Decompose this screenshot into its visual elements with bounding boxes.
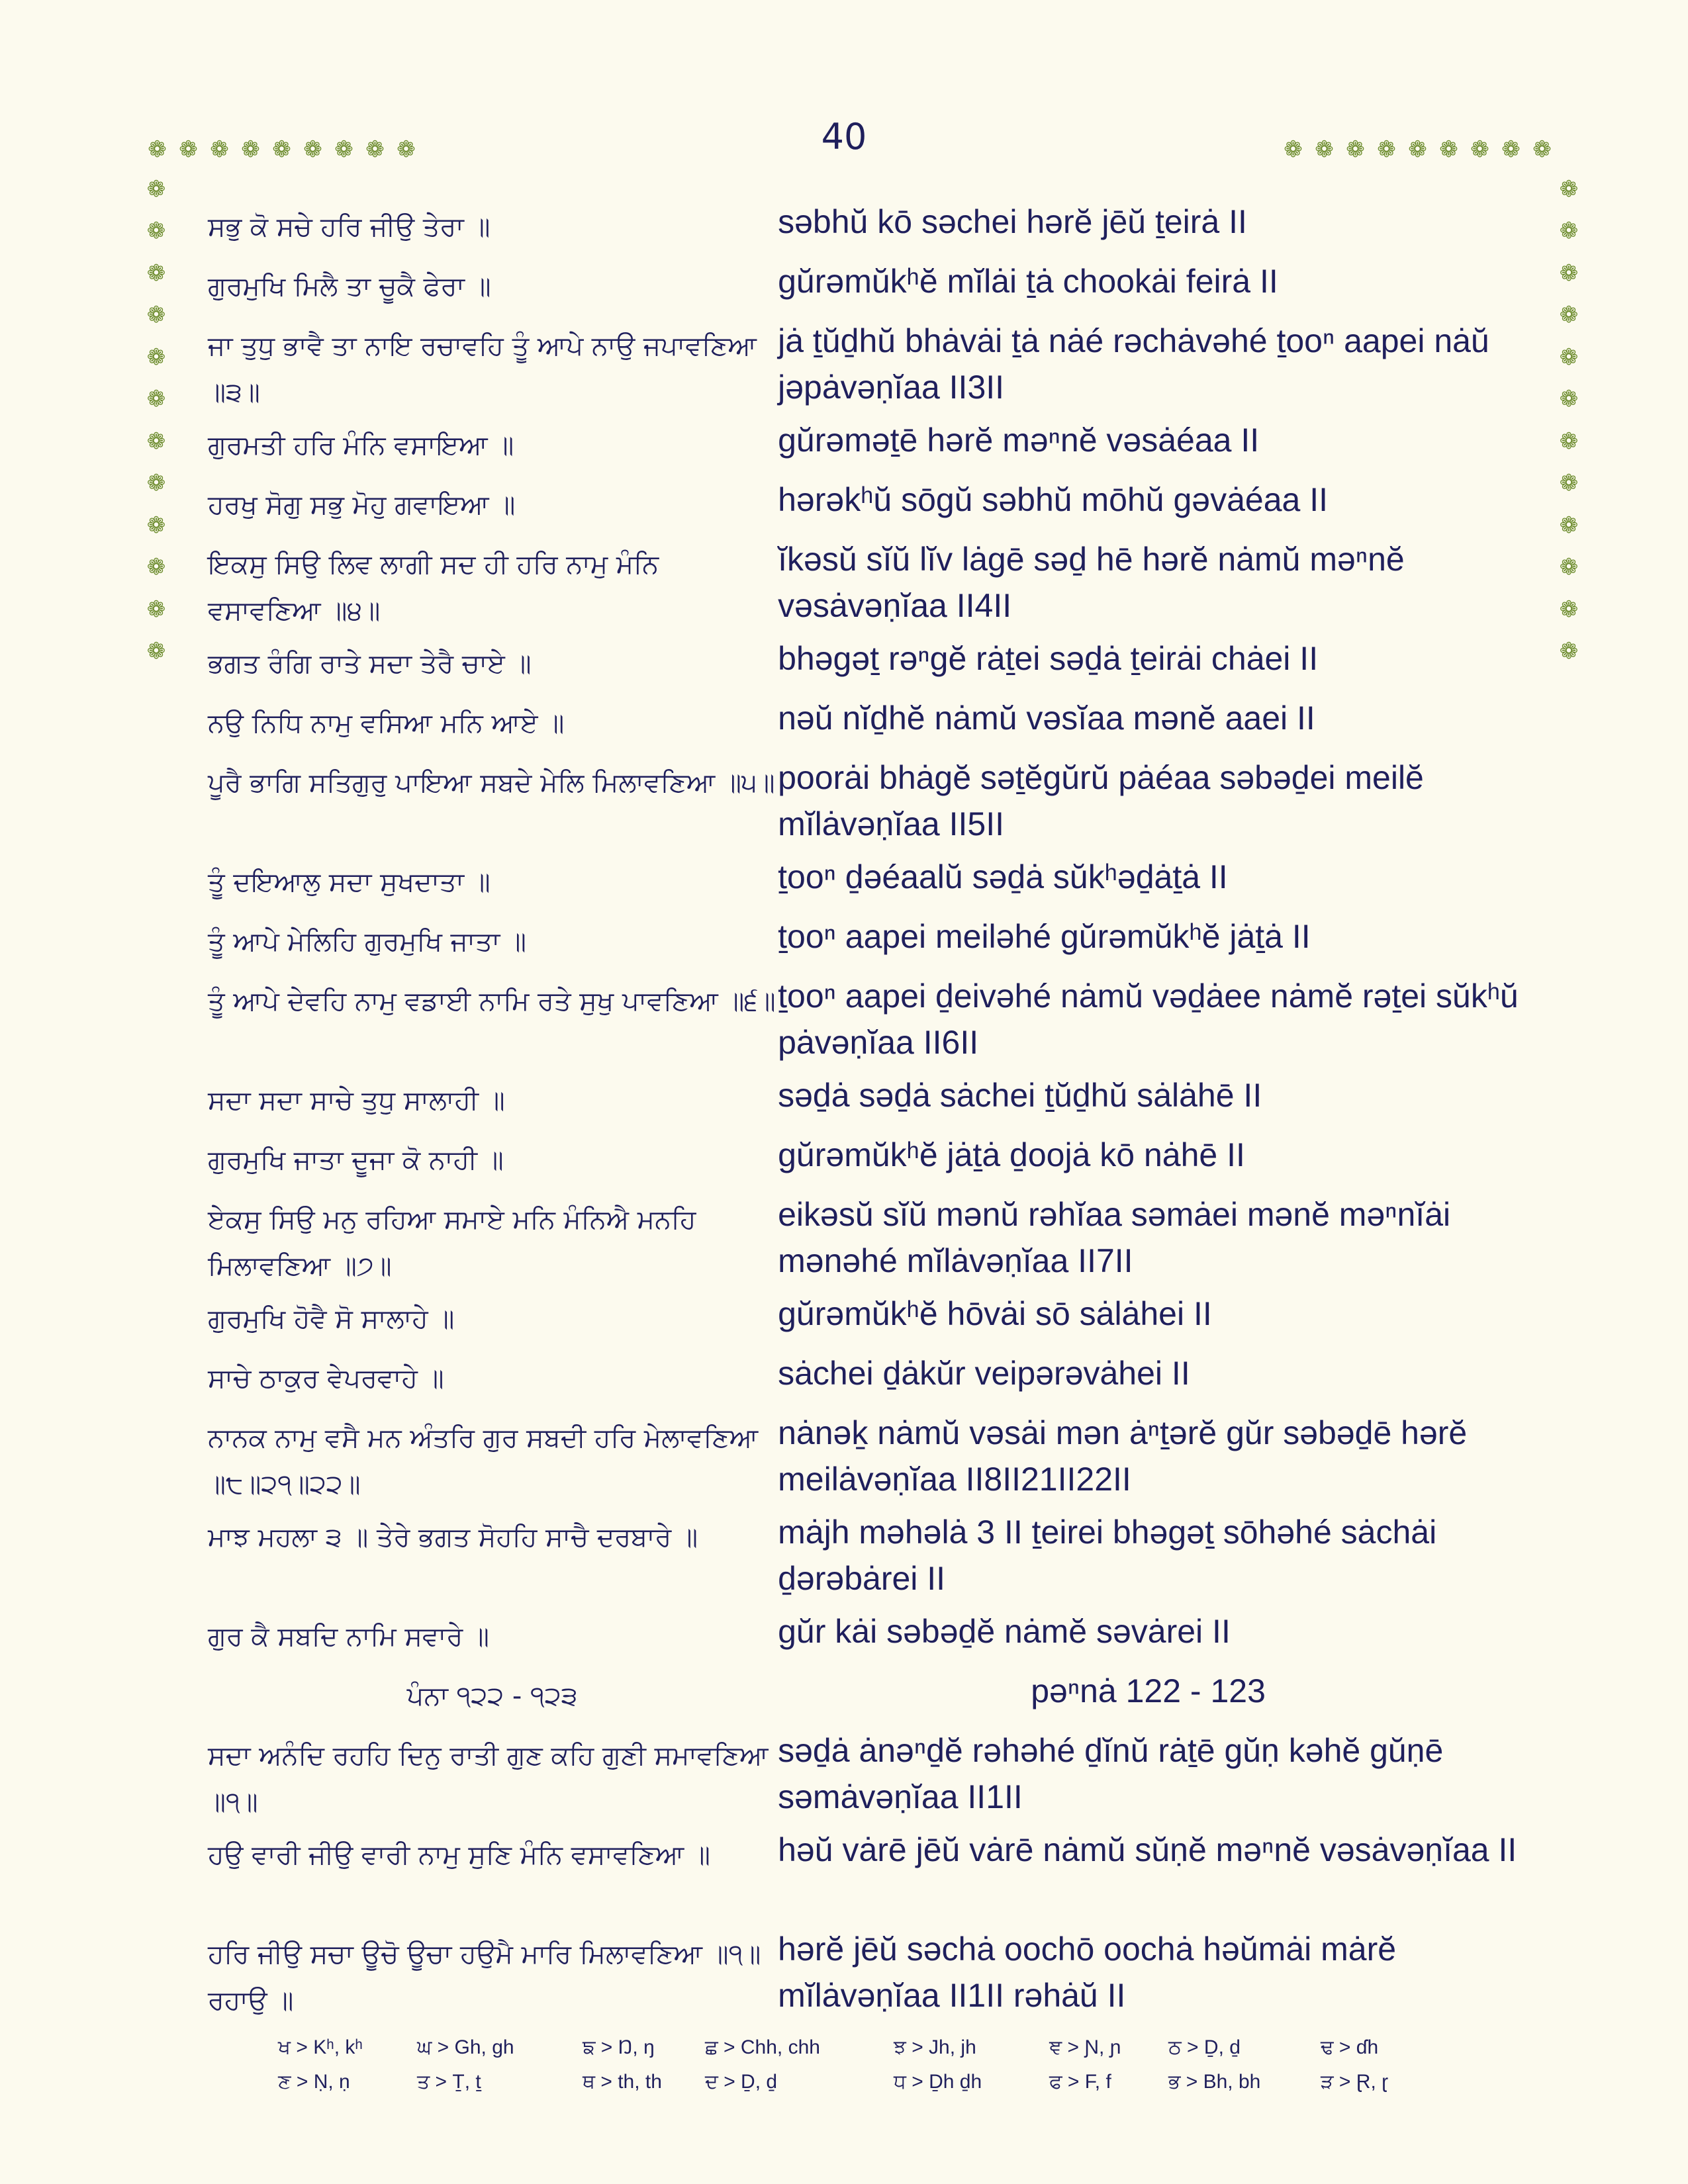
transliteration-page-reference: pəⁿnȧ 122 - 123 <box>1031 1672 1266 1709</box>
transliteration-text: ṯooⁿ aapei meiləhé gŭrəmŭkʰĕ jȧṯȧ II <box>778 918 1311 955</box>
gurmukhi-text: ਗੁਰਮੁਖਿ ਜਾਤਾ ਦੂਜਾ ਕੋ ਨਾਹੀ ॥ <box>208 1145 504 1175</box>
flower-icon: ❁ <box>146 428 166 455</box>
verse-row <box>208 417 1519 477</box>
verse-row <box>208 1926 1519 2025</box>
flower-icon: ❁ <box>1532 136 1552 163</box>
verse-row <box>208 1509 1519 1608</box>
gurmukhi-text: ਗੁਰਮੁਖਿ ਮਿਲੈ ਤਾ ਚੂਕੈ ਫੇਰਾ ॥ <box>208 271 491 302</box>
transliteration-text: səbhŭ kō səchei hərĕ jēŭ ṯeirȧ II <box>778 203 1247 240</box>
transliteration-text: bhəgəṯ rəⁿgĕ rȧṯei səḏȧ ṯeirȧi chȧei II <box>778 640 1319 677</box>
gurmukhi-text: ਹਰਿ ਜੀਉ ਸਚਾ ਊਚੋ ਊਚਾ ਹਉਮੈ ਮਾਰਿ ਮਿਲਾਵਣਿਆ ॥੧॥ ਰਹਾਉ ॥ <box>208 1939 761 2016</box>
legend-row <box>278 2030 1417 2065</box>
transliteration-text: ĭkəsŭ sĭŭ lĭv lȧgē səḏ hē hərĕ nȧmŭ məⁿnĕ vəsȧvəṇĭaa II4II <box>778 541 1405 624</box>
transliteration-text: hərəkʰŭ sōgŭ səbhŭ mōhŭ gəvȧéaa II <box>778 481 1328 518</box>
gurmukhi-text: ਤੂੰ ਦਇਆਲੁ ਸਦਾ ਸੁਖਦਾਤਾ ॥ <box>208 867 491 897</box>
flower-icon: ❁ <box>397 136 416 163</box>
gurmukhi-text: ਤੂੰ ਆਪੇ ਮੇਲਿਹਿ ਗੁਰਮੁਖਿ ਜਾਤਾ ॥ <box>208 927 526 957</box>
gurmukhi-text: ਹਰਖੁ ਸੋਗੁ ਸਭੁ ਮੋਹੁ ਗਵਾਇਆ ॥ <box>208 490 516 520</box>
flower-icon: ❁ <box>1377 136 1396 163</box>
gurmukhi-text: ਹਉ ਵਾਰੀ ਜੀਉ ਵਾਰੀ ਨਾਮੁ ਸੁਣਿ ਮੰਨਿ ਵਸਾਵਣਿਆ ॥ <box>208 1840 710 1870</box>
flower-icon: ❁ <box>146 638 166 665</box>
legend-entry: ਝ > Jh, jh <box>894 2036 976 2058</box>
flower-icon: ❁ <box>1559 428 1579 455</box>
gurmukhi-text: ਇਕਸੁ ਸਿਉ ਲਿਵ ਲਾਗੀ ਸਦ ਹੀ ਹਰਿ ਨਾਮੁ ਮੰਨਿ ਵਸਾਵਣਿਆ ॥੪॥ <box>208 549 659 626</box>
gurmukhi-text: ਨਾਨਕ ਨਾਮੁ ਵਸੈ ਮਨ ਅੰਤਰਿ ਗੁਰ ਸਬਦੀ ਹਰਿ ਮੇਲਾਵਣਿਆ ॥੮॥੨੧॥੨੨॥ <box>208 1423 759 1500</box>
transliteration-text: mȧjh məhəlȧ 3 II ṯeirei bhəgəṯ sōhəhé sȧchȧi ḏərəbȧrei II <box>778 1514 1437 1597</box>
legend-entry: ਦ > Ḏ, ḏ <box>705 2071 778 2093</box>
page-reference-row <box>208 1668 1519 1727</box>
verse-row <box>208 199 1519 258</box>
verse-row <box>208 635 1519 695</box>
transliteration-text: sȧchei ḏȧkŭr veipərəvȧhei II <box>778 1355 1190 1392</box>
verse-row <box>208 1132 1519 1191</box>
verse-row <box>208 536 1519 635</box>
transliteration-text: gŭrəməṯē hərĕ məⁿnĕ vəsȧéaa II <box>778 422 1260 459</box>
flower-icon: ❁ <box>1559 470 1579 497</box>
flower-icon: ❁ <box>1559 386 1579 413</box>
gurmukhi-text: ਗੁਰਮੁਖਿ ਹੋਵੈ ਸੋ ਸਾਲਾਹੇ ॥ <box>208 1304 455 1334</box>
legend-entry: ਧ > Ḏh ḏh <box>894 2071 982 2093</box>
flower-icon: ❁ <box>1559 175 1579 203</box>
border-top-left <box>142 135 422 164</box>
transliteration-text: ṯooⁿ aapei ḏeivəhé nȧmŭ vəḏȧee nȧmĕ rəṯei sŭkʰŭ pȧvəṇĭaa II6II <box>778 978 1519 1061</box>
flower-icon: ❁ <box>1315 136 1334 163</box>
gurmukhi-text: ਭਗਤ ਰੰਗਿ ਰਾਤੇ ਸਦਾ ਤੇਰੈ ਚਾਏ ॥ <box>208 649 532 679</box>
verse-row <box>208 973 1519 1072</box>
flower-icon: ❁ <box>146 470 166 497</box>
border-left <box>142 168 171 672</box>
legend-entry: ਙ > Ŋ, ŋ <box>583 2036 655 2058</box>
gurmukhi-text: ਸਾਚੇ ਠਾਕੁਰ ਵੇਪਰਵਾਹੇ ॥ <box>208 1363 444 1394</box>
verse-row <box>208 477 1519 536</box>
gurmukhi-text: ਜਾ ਤੁਧੁ ਭਾਵੈ ਤਾ ਨਾਇ ਰਚਾਵਹਿ ਤੂੰ ਆਪੇ ਨਾਉ ਜਪਾਵਣਿਆ ॥੩॥ <box>208 331 757 408</box>
verse-row <box>208 1191 1519 1291</box>
legend-entry: ਘ > Gh, gh <box>417 2036 514 2058</box>
legend-entry: ਞ > Ɲ, ɲ <box>1049 2036 1121 2058</box>
verse-row <box>208 318 1519 417</box>
flower-icon: ❁ <box>1346 136 1365 163</box>
gurmukhi-page-reference: ਪੰਨਾ ੧੨੨ - ੧੨੩ <box>406 1681 578 1711</box>
flower-icon: ❁ <box>272 136 291 163</box>
legend-entry: ਤ > Ṯ, ṯ <box>417 2071 481 2093</box>
flower-icon: ❁ <box>365 136 385 163</box>
verse-row <box>208 1608 1519 1668</box>
gurmukhi-text: ਏਕਸੁ ਸਿਉ ਮਨੁ ਰਹਿਆ ਸਮਾਏ ਮਨਿ ਮੰਨਿਐ ਮਨਹਿ ਮਿਲਾਵਣਿਆ ॥੭॥ <box>208 1205 696 1281</box>
transliteration-text: poorȧi bhȧgĕ səṯĕgŭrŭ pȧéaa səbəḏei meilĕ mĭlȧvəṇĭaa II5II <box>778 759 1424 842</box>
flower-icon: ❁ <box>241 136 260 163</box>
verse-row <box>208 1350 1519 1410</box>
transliteration-text: nəŭ nĭḏhĕ nȧmŭ vəsĭaa mənĕ aaei II <box>778 700 1315 737</box>
verse-row <box>208 258 1519 318</box>
page-number: 40 <box>821 116 867 158</box>
legend-entry: ਫ > F, f <box>1049 2071 1111 2093</box>
flower-icon: ❁ <box>303 136 322 163</box>
flower-icon: ❁ <box>179 136 198 163</box>
flower-icon: ❁ <box>1559 218 1579 245</box>
flower-icon: ❁ <box>146 302 166 329</box>
transliteration-text: həŭ vȧrē jēŭ vȧrē nȧmŭ sŭṇĕ məⁿnĕ vəsȧvəṇĭaa II <box>778 1831 1517 1868</box>
transliteration-text: gŭrəmŭkʰĕ hōvȧi sō sȧlȧhei II <box>778 1295 1212 1332</box>
transliteration-text: səḏȧ ȧnəⁿḏĕ rəhəhé ḏĭnŭ rȧṯē gŭṇ kəhĕ gŭṇē səmȧvəṇĭaa II1II <box>778 1732 1444 1815</box>
flower-icon: ❁ <box>1559 343 1579 371</box>
flower-icon: ❁ <box>1559 554 1579 581</box>
flower-icon: ❁ <box>146 554 166 581</box>
gurmukhi-text: ਤੂੰ ਆਪੇ ਦੇਵਹਿ ਨਾਮੁ ਵਡਾਈ ਨਾਮਿ ਰਤੇ ਸੁਖੁ ਪਾਵਣਿਆ ॥੬॥ <box>208 986 776 1017</box>
flower-icon: ❁ <box>210 136 229 163</box>
transliteration-text: gŭrəmŭkʰĕ mĭlȧi ṯȧ chookȧi feirȧ II <box>778 263 1278 300</box>
flower-icon: ❁ <box>1408 136 1427 163</box>
verse-row <box>208 1827 1519 1926</box>
verse-row <box>208 1072 1519 1132</box>
gurmukhi-text: ਪੂਰੈ ਭਾਗਿ ਸਤਿਗੁਰੁ ਪਾਇਆ ਸਬਦੇ ਮੇਲਿ ਮਿਲਾਵਣਿਆ ॥੫॥ <box>208 768 775 798</box>
transliteration-text: hərĕ jēŭ səchȧ oochō oochȧ həŭmȧi mȧrĕ mĭlȧvəṇĭaa II1II rəhȧŭ II <box>778 1931 1397 2014</box>
verse-row <box>208 695 1519 754</box>
verse-row <box>208 1291 1519 1350</box>
flower-icon: ❁ <box>1559 302 1579 329</box>
verse-table <box>208 199 1519 2025</box>
flower-icon: ❁ <box>1559 512 1579 539</box>
flower-icon: ❁ <box>146 175 166 203</box>
transliteration-text: səḏȧ səḏȧ sȧchei ṯŭḏhŭ sȧlȧhē II <box>778 1077 1262 1114</box>
flower-icon: ❁ <box>146 386 166 413</box>
gurmukhi-text: ਮਾਝ ਮਹਲਾ ੩ ॥ ਤੇਰੇ ਭਗਤ ਸੋਹਹਿ ਸਾਚੈ ਦਰਬਾਰੇ ॥ <box>208 1522 698 1553</box>
legend-entry: ਣ > Ṇ, ṇ <box>278 2071 350 2093</box>
flower-icon: ❁ <box>146 343 166 371</box>
transliteration-text: gŭr kȧi səbəḏĕ nȧmĕ səvȧrei II <box>778 1613 1231 1650</box>
verse-row <box>208 1410 1519 1509</box>
transliteration-text: nȧnəḵ nȧmŭ vəsȧi mən ȧⁿṯərĕ gŭr səbəḏē hərĕ meilȧvəṇĭaa II8II21II22II <box>778 1414 1468 1498</box>
gurmukhi-text: ਸਦਾ ਸਦਾ ਸਾਚੇ ਤੁਧੁ ਸਾਲਾਹੀ ॥ <box>208 1085 505 1116</box>
flower-icon: ❁ <box>1284 136 1303 163</box>
legend-entry: ਭ > Bh, bh <box>1168 2071 1261 2093</box>
transliteration-text: jȧ ṯŭḏhŭ bhȧvȧi ṯȧ nȧé rəchȧvəhé ṯooⁿ aapei nȧŭ jəpȧvəṇĭaa II3II <box>778 322 1489 406</box>
legend-entry: ਠ > Ḏ, ḏ <box>1168 2036 1241 2058</box>
flower-icon: ❁ <box>146 596 166 623</box>
border-right <box>1554 168 1583 672</box>
border-top-right <box>1278 135 1558 164</box>
verse-row <box>208 913 1519 973</box>
verse-row <box>208 754 1519 854</box>
legend-entry: ੜ > Ɽ, ɽ <box>1321 2071 1389 2093</box>
flower-icon: ❁ <box>1470 136 1489 163</box>
transliteration-legend <box>278 2030 1417 2099</box>
legend-entry: ਖ > Kʰ, kʰ <box>278 2036 363 2058</box>
legend-entry: ਛ > Chh, chh <box>705 2036 820 2058</box>
flower-icon: ❁ <box>334 136 353 163</box>
verse-row <box>208 854 1519 913</box>
flower-icon: ❁ <box>146 218 166 245</box>
legend-entry: ਥ > th, th <box>583 2071 662 2093</box>
gurmukhi-text: ਗੁਰਮਤੀ ਹਰਿ ਮੰਨਿ ਵਸਾਇਆ ॥ <box>208 430 514 461</box>
flower-icon: ❁ <box>148 136 167 163</box>
flower-icon: ❁ <box>1559 259 1579 287</box>
gurmukhi-text: ਸਭੁ ਕੋ ਸਚੇ ਹਰਿ ਜੀਉ ਤੇਰਾ ॥ <box>208 212 491 242</box>
verse-row <box>208 1727 1519 1827</box>
legend-row <box>278 2065 1417 2099</box>
flower-icon: ❁ <box>1501 136 1521 163</box>
transliteration-text: ṯooⁿ ḏəéaalŭ səḏȧ sŭkʰəḏȧṯȧ II <box>778 858 1228 895</box>
gurmukhi-text: ਗੁਰ ਕੈ ਸਬਦਿ ਨਾਮਿ ਸਵਾਰੇ ॥ <box>208 1621 489 1652</box>
gurmukhi-text: ਸਦਾ ਅਨੰਦਿ ਰਹਹਿ ਦਿਨੁ ਰਾਤੀ ਗੁਣ ਕਹਿ ਗੁਣੀ ਸਮਾਵਣਿਆ ॥੧॥ <box>208 1741 769 1817</box>
flower-icon: ❁ <box>146 259 166 287</box>
transliteration-text: eikəsŭ sĭŭ mənŭ rəhĭaa səmȧei mənĕ məⁿnĭȧi mənəhé mĭlȧvəṇĭaa II7II <box>778 1196 1451 1279</box>
transliteration-text: gŭrəmŭkʰĕ jȧṯȧ ḏoojȧ kō nȧhē II <box>778 1136 1245 1173</box>
flower-icon: ❁ <box>1439 136 1458 163</box>
flower-icon: ❁ <box>1559 638 1579 665</box>
flower-icon: ❁ <box>146 512 166 539</box>
gurmukhi-text: ਨਉ ਨਿਧਿ ਨਾਮੁ ਵਸਿਆ ਮਨਿ ਆਏ ॥ <box>208 708 565 739</box>
flower-icon: ❁ <box>1559 596 1579 623</box>
legend-entry: ਢ > ɗh <box>1321 2036 1379 2058</box>
